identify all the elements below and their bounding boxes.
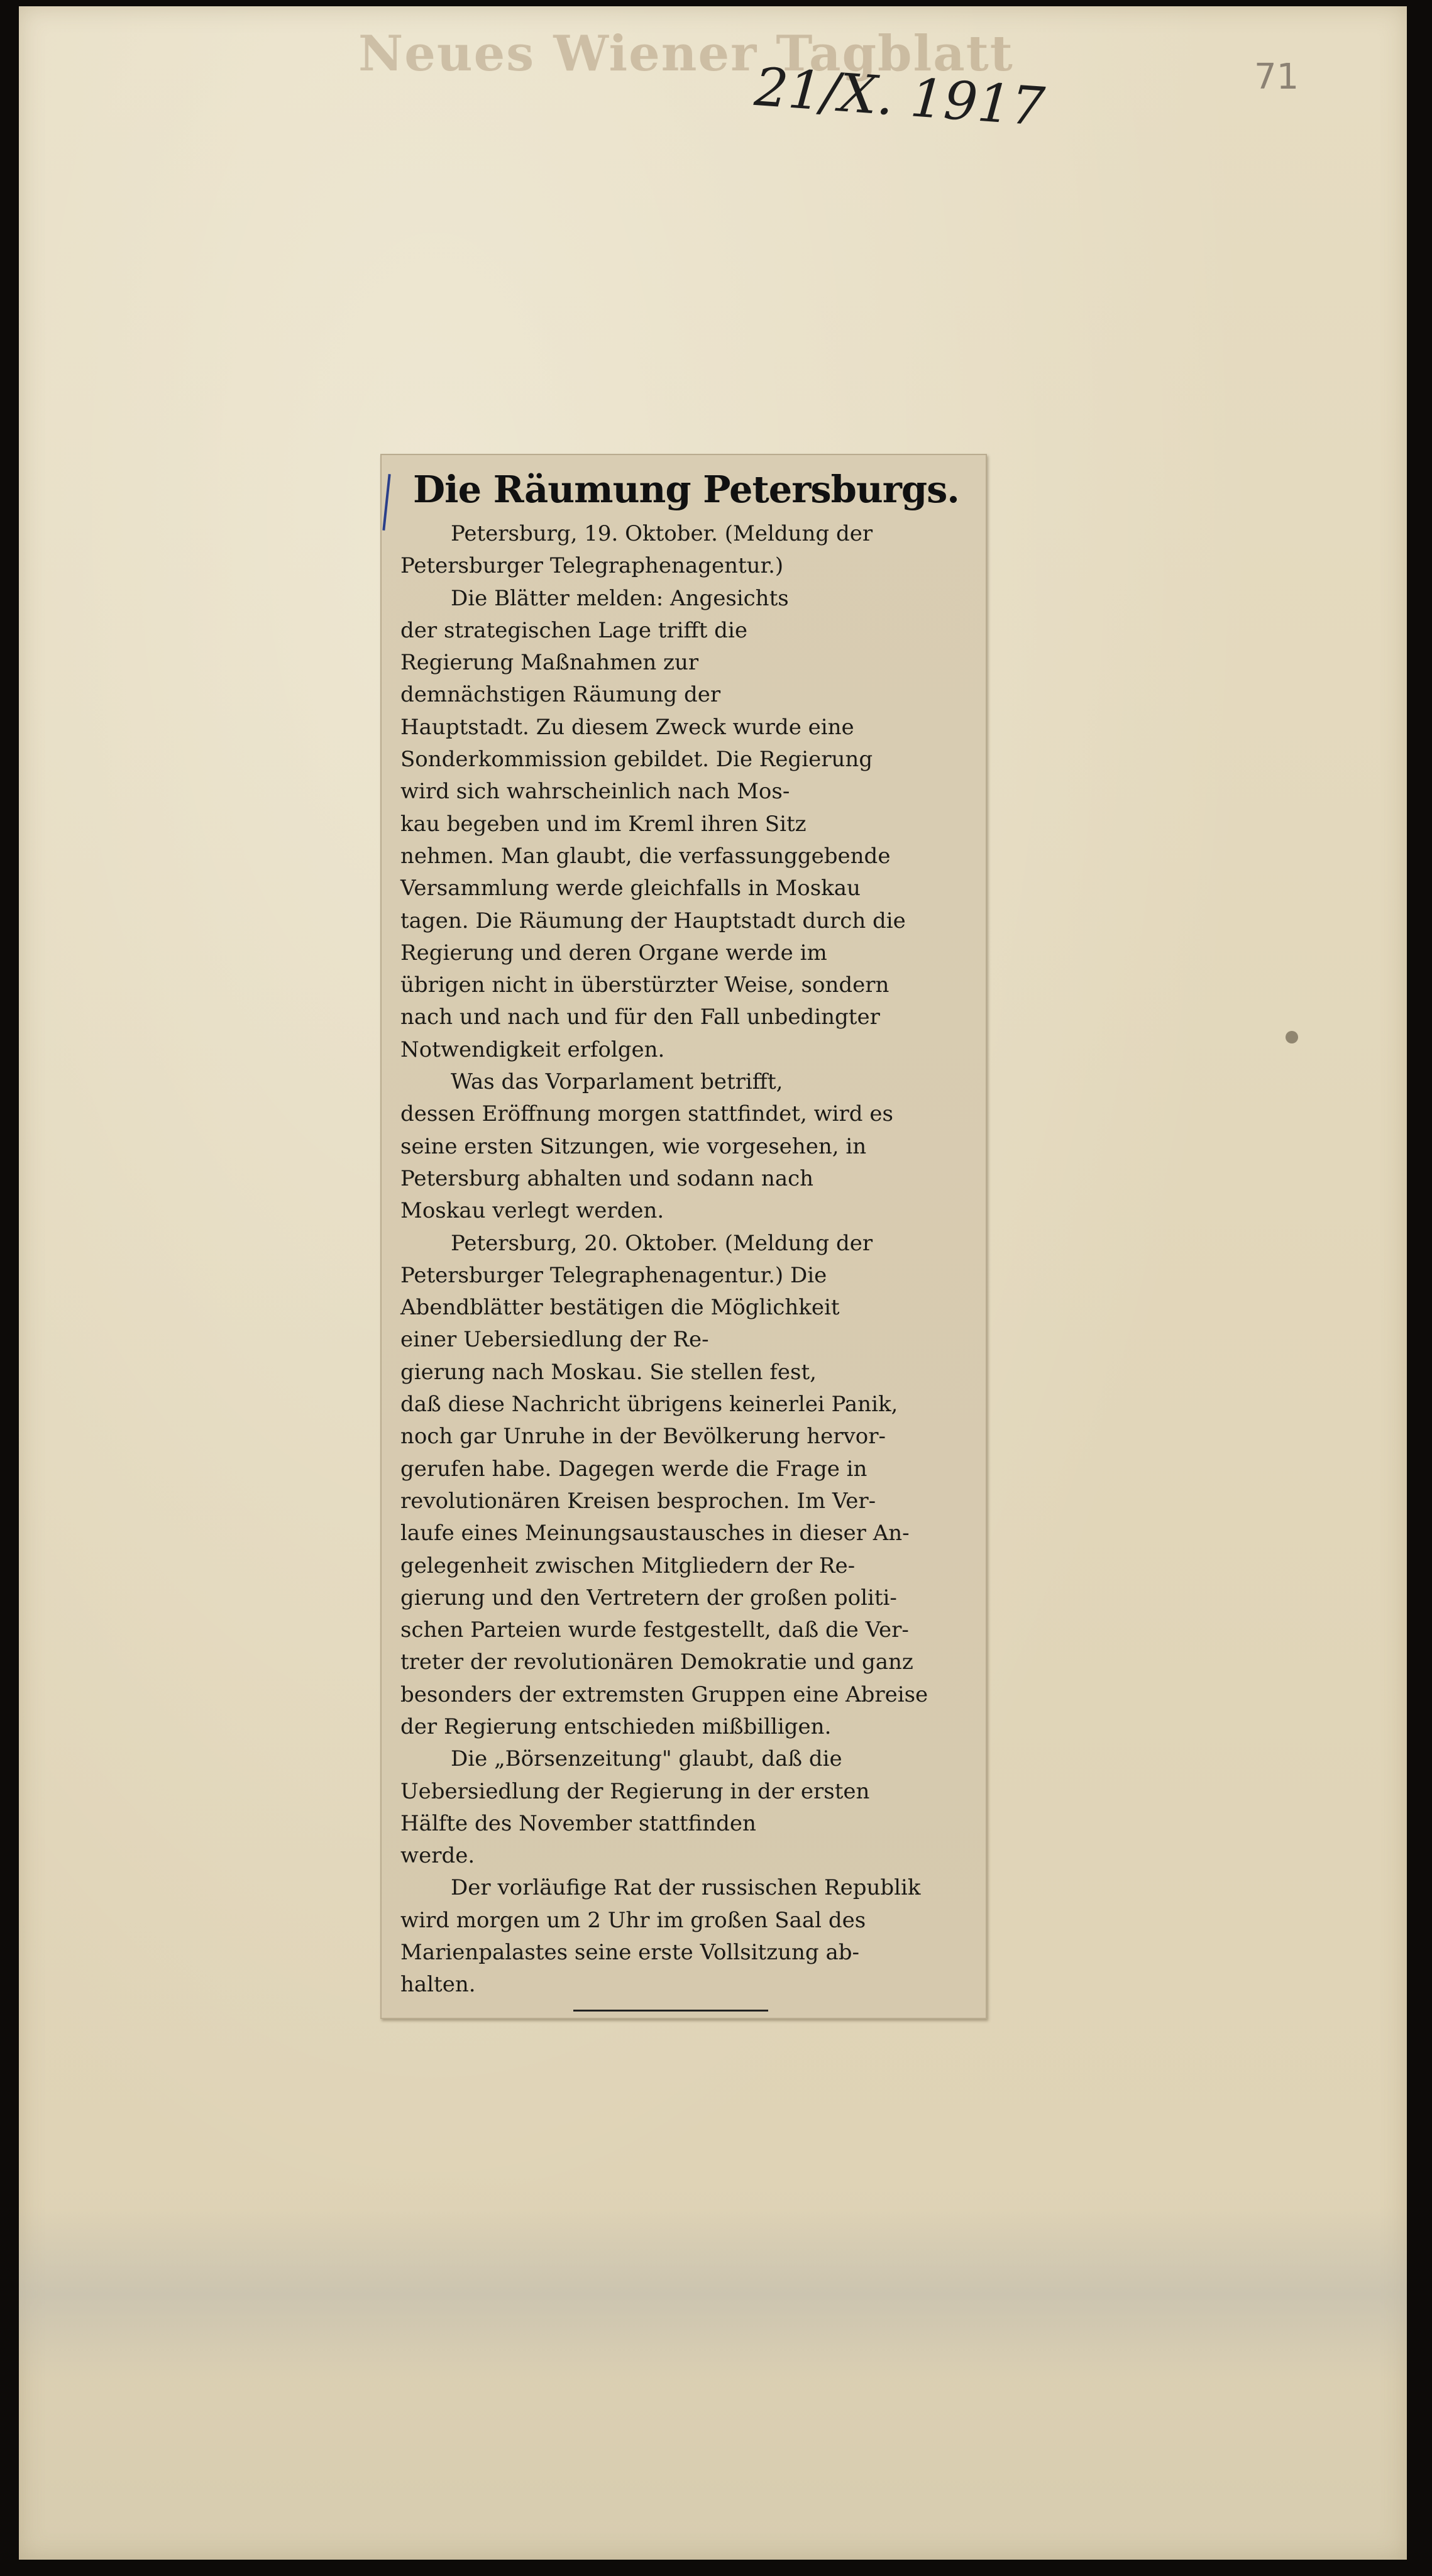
article-line: Regierung Maßnahmen zur (400, 650, 699, 676)
article-line: Was das Vorparlament betrifft, (451, 1069, 783, 1095)
scan-band (19, 2206, 1407, 2382)
archive-sheet (19, 6, 1407, 2560)
article-line: übrigen nicht in überstürzter Weise, sondern (400, 972, 889, 998)
article-line: Marienpalastes seine erste Vollsitzung ab- (400, 1940, 860, 1966)
article-line: Der vorläufige Rat der russischen Republik (451, 1875, 921, 1901)
article-line: Petersburger Telegraphenagentur.) Die (400, 1262, 827, 1288)
blue-pencil-mark (382, 474, 390, 531)
article-line: besonders der extremsten Gruppen eine Abreise (400, 1682, 928, 1707)
article-line: Petersburg, 19. Oktober. (Meldung der (451, 521, 873, 546)
article-line: kau begeben und im Kreml ihren Sitz (400, 811, 807, 837)
article-line: der strategischen Lage trifft die (400, 617, 747, 643)
article-line: Sonderkommission gebildet. Die Regierung (400, 747, 873, 773)
handwritten-date: 21/X. 1917 (752, 55, 1047, 138)
article-line: Petersburger Telegraphenagentur.) (400, 553, 784, 579)
article-line: gelegenheit zwischen Mitgliedern der Re- (400, 1553, 856, 1578)
article-line: nehmen. Man glaubt, die verfassunggebende (400, 843, 891, 869)
article-line: der Regierung entschieden mißbilligen. (400, 1714, 832, 1739)
article-line: gierung und den Vertretern der großen politi- (400, 1585, 897, 1610)
article-line: halten. (400, 1972, 476, 1998)
article-line: nach und nach und für den Fall unbedingter (400, 1005, 880, 1030)
article-line: schen Parteien wurde festgestellt, daß die Ver- (400, 1617, 909, 1643)
paper-spot (1286, 1031, 1298, 1043)
article-line: werde. (400, 1843, 475, 1869)
article-line: tagen. Die Räumung der Hauptstadt durch die (400, 908, 906, 933)
article-line: demnächstigen Räumung der (400, 682, 721, 708)
article-line: Abendblätter bestätigen die Möglichkeit (400, 1295, 840, 1321)
article-line: Hauptstadt. Zu diesem Zweck wurde eine (400, 714, 854, 740)
article-line: Die Blätter melden: Angesichts (451, 585, 789, 611)
article-line: wird sich wahrscheinlich nach Mos- (400, 779, 790, 805)
article-line: daß diese Nachricht übrigens keinerlei Panik, (400, 1392, 898, 1417)
article-line: wird morgen um 2 Uhr im großen Saal des (400, 1907, 866, 1933)
article-line: dessen Eröffnung morgen stattfindet, wird es (400, 1101, 893, 1127)
article-line: einer Uebersiedlung der Re- (400, 1327, 709, 1353)
article-line: treter der revolutionären Demokratie und ganz (400, 1649, 913, 1675)
page-number: 71 (1254, 57, 1299, 97)
newspaper-stamp: Neues Wiener Tagblatt (358, 25, 1014, 82)
article-line: gerufen habe. Dagegen werde die Frage in (400, 1456, 867, 1482)
article-line: Notwendigkeit erfolgen. (400, 1037, 665, 1062)
article-line: gierung nach Moskau. Sie stellen fest, (400, 1359, 817, 1385)
article-line: Die „Börsenzeitung" glaubt, daß die (451, 1746, 842, 1772)
article-line: revolutionären Kreisen besprochen. Im Ver- (400, 1488, 876, 1514)
article-line: Moskau verlegt werden. (400, 1198, 664, 1224)
article-headline: Die Räumung Petersburgs. (413, 468, 959, 511)
newspaper-clipping (380, 454, 987, 2019)
article-line: Petersburg abhalten und sodann nach (400, 1165, 814, 1191)
article-line: Regierung und deren Organe werde im (400, 940, 827, 966)
article-line: Hälfte des November stattfinden (400, 1810, 756, 1836)
article-line: seine ersten Sitzungen, wie vorgesehen, in (400, 1133, 867, 1159)
article-line: Versammlung werde gleichfalls in Moskau (400, 876, 861, 901)
article-line: Uebersiedlung der Regierung in der ersten (400, 1778, 870, 1804)
article-line: laufe eines Meinungsaustausches in dieser An- (400, 1521, 910, 1546)
article-body (400, 518, 972, 2001)
end-rule (573, 2010, 768, 2012)
article-line: Petersburg, 20. Oktober. (Meldung der (451, 1230, 873, 1256)
article-line: noch gar Unruhe in der Bevölkerung hervor- (400, 1424, 886, 1450)
